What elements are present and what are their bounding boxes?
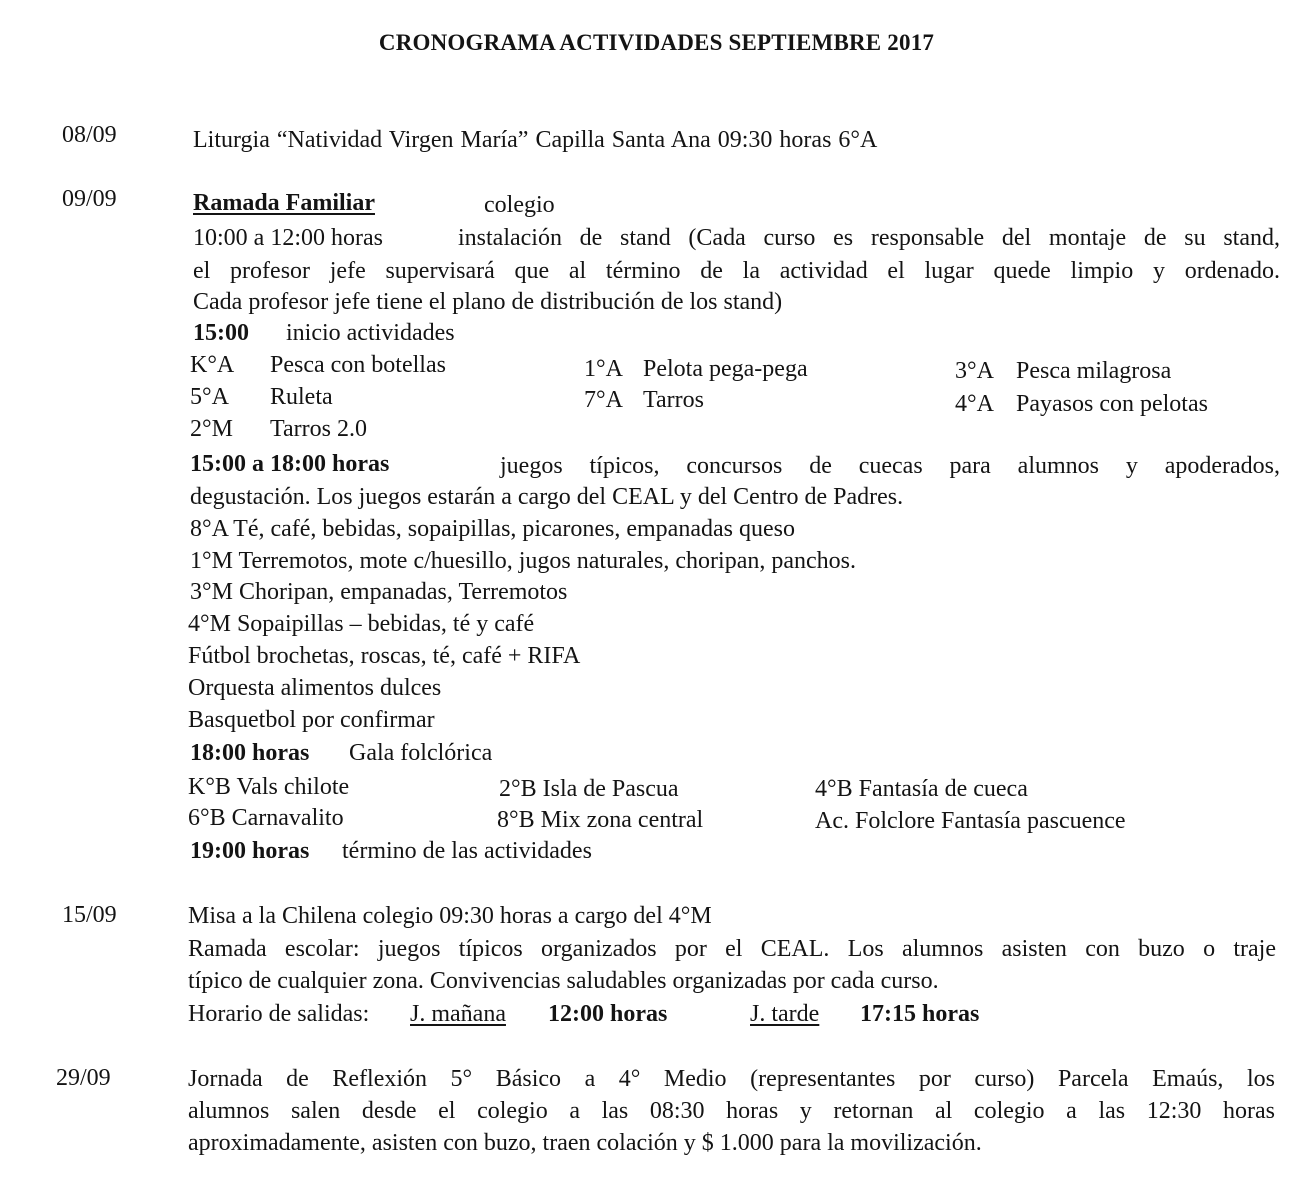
entry-line: Jornada de Reflexión 5° Básico a 4° Medio (representantes por curso) Parcela Emaús, los xyxy=(188,1066,1275,1092)
game-name: Ruleta xyxy=(270,384,333,410)
gala-item: Ac. Folclore Fantasía pascuence xyxy=(815,808,1126,834)
afternoon-time: 17:15 horas xyxy=(860,1001,980,1027)
document-title: CRONOGRAMA ACTIVIDADES SEPTIEMBRE 2017 xyxy=(378,30,935,55)
entry-date: 08/09 xyxy=(62,122,117,148)
typical-line: degustación. Los juegos estarán a cargo del CEAL y del Centro de Padres. xyxy=(190,484,904,510)
gala-item: K°B Vals chilote xyxy=(188,774,350,800)
food-item: Orquesta alimentos dulces xyxy=(188,675,442,701)
entry-date: 09/09 xyxy=(62,186,117,212)
food-item: Basquetbol por confirmar xyxy=(188,707,435,733)
food-item: 8°A Té, café, bebidas, sopaipillas, picarones, empanadas queso xyxy=(190,516,795,542)
install-time: 10:00 a 12:00 horas xyxy=(193,225,383,251)
entry-text: Liturgia “Natividad Virgen María” Capilla Santa Ana 09:30 horas 6°A xyxy=(193,127,878,153)
entry-date: 15/09 xyxy=(62,902,117,928)
gala-time: 18:00 horas xyxy=(190,740,310,766)
game-course: K°A xyxy=(190,352,235,378)
gala-text: Gala folclórica xyxy=(349,740,493,766)
gala-item: 2°B Isla de Pascua xyxy=(499,776,679,802)
game-course: 5°A xyxy=(190,384,229,410)
entry-line: Ramada escolar: juegos típicos organizados por el CEAL. Los alumnos asisten con buzo o traje xyxy=(188,936,1276,962)
entry-line: Misa a la Chilena colegio 09:30 horas a cargo del 4°M xyxy=(188,903,712,929)
entry-line: aproximadamente, asisten con buzo, traen colación y $ 1.000 para la movilización. xyxy=(188,1130,982,1156)
game-name: Pelota pega-pega xyxy=(643,356,808,382)
game-course: 1°A xyxy=(584,356,623,382)
morning-label: J. mañana xyxy=(410,1001,506,1027)
install-line: el profesor jefe supervisará que al término de la actividad el lugar quede limpio y ordenado. xyxy=(193,258,1280,284)
event-heading: Ramada Familiar xyxy=(193,190,375,216)
morning-time: 12:00 horas xyxy=(548,1001,668,1027)
game-name: Tarros xyxy=(643,387,704,413)
game-name: Pesca con botellas xyxy=(270,352,446,378)
typical-line: juegos típicos, concursos de cuecas para alumnos y apoderados, xyxy=(500,453,1280,479)
afternoon-label: J. tarde xyxy=(750,1001,820,1027)
install-line: Cada profesor jefe tiene el plano de distribución de los stand) xyxy=(193,289,783,315)
game-course: 2°M xyxy=(190,416,233,442)
game-name: Tarros 2.0 xyxy=(270,416,367,442)
gala-item: 6°B Carnavalito xyxy=(188,805,344,831)
game-course: 3°A xyxy=(955,358,994,384)
game-course: 4°A xyxy=(955,391,994,417)
food-item: 1°M Terremotos, mote c/huesillo, jugos naturales, choripan, panchos. xyxy=(190,548,856,574)
food-item: 4°M Sopaipillas – bebidas, té y café xyxy=(188,611,535,637)
typical-time: 15:00 a 18:00 horas xyxy=(190,451,390,477)
game-name: Pesca milagrosa xyxy=(1016,358,1172,384)
entry-line: típico de cualquier zona. Convivencias saludables organizadas por cada curso. xyxy=(188,968,939,994)
food-item: 3°M Choripan, empanadas, Terremotos xyxy=(190,579,568,605)
start-text: inicio actividades xyxy=(286,320,455,346)
food-item: Fútbol brochetas, roscas, té, café + RIFA xyxy=(188,643,581,669)
event-place: colegio xyxy=(484,192,555,218)
game-course: 7°A xyxy=(584,387,623,413)
start-time: 15:00 xyxy=(193,320,249,346)
schedule-label: Horario de salidas: xyxy=(188,1001,370,1027)
end-time: 19:00 horas xyxy=(190,838,310,864)
entry-date: 29/09 xyxy=(56,1065,111,1091)
gala-item: 4°B Fantasía de cueca xyxy=(815,776,1028,802)
game-name: Payasos con pelotas xyxy=(1016,391,1208,417)
gala-item: 8°B Mix zona central xyxy=(497,807,704,833)
end-text: término de las actividades xyxy=(342,838,592,864)
entry-line: alumnos salen desde el colegio a las 08:30 horas y retornan al colegio a las 12:30 horas xyxy=(188,1098,1275,1124)
install-line: instalación de stand (Cada curso es responsable del montaje de su stand, xyxy=(458,225,1280,251)
